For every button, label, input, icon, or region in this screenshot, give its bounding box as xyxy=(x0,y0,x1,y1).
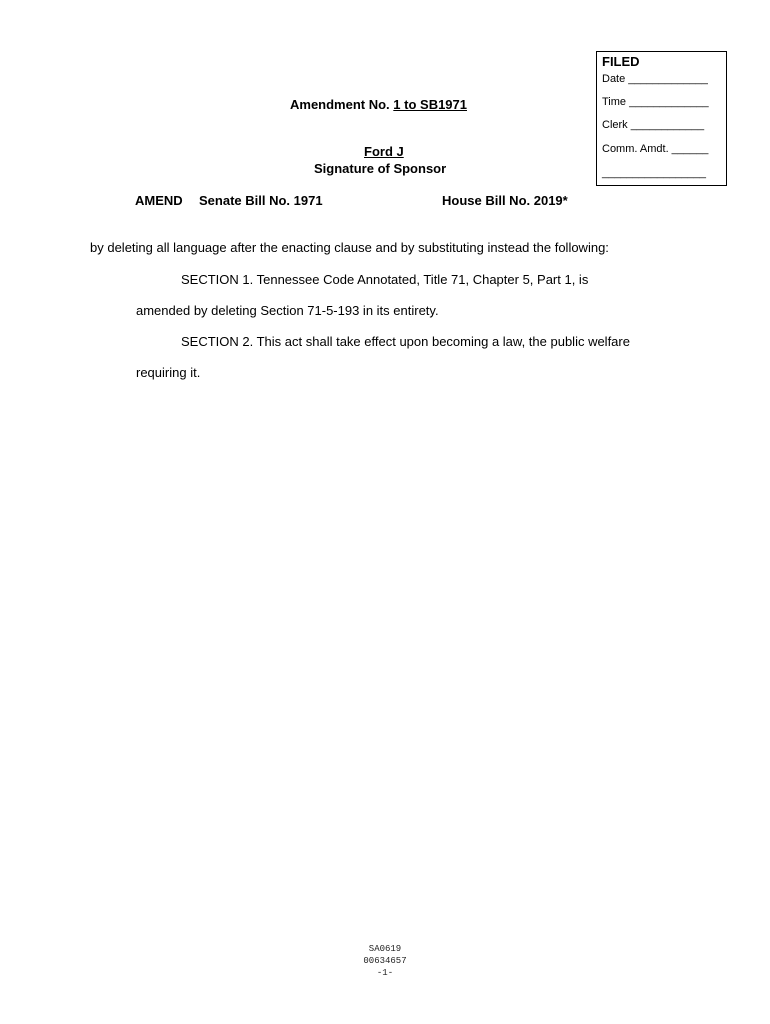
filed-date-line: Date _____________ xyxy=(602,73,708,85)
filed-title: FILED xyxy=(602,54,640,69)
house-bill-label: House Bill No. 2019* xyxy=(442,193,568,208)
amend-label: AMEND xyxy=(135,193,183,208)
footer-number: 00634657 xyxy=(363,956,407,966)
footer-page-number: -1- xyxy=(376,968,394,978)
section2-line1: SECTION 2. This act shall take effect upon becoming a law, the public welfare xyxy=(181,334,630,349)
page-footer xyxy=(0,943,770,979)
senate-bill-label: Senate Bill No. 1971 xyxy=(199,193,323,208)
amendment-prefix: Amendment No. xyxy=(290,97,394,112)
intro-paragraph: by deleting all language after the enacting clause and by substituting instead the following: xyxy=(90,240,609,255)
section1-line1: SECTION 1. Tennessee Code Annotated, Title 71, Chapter 5, Part 1, is xyxy=(181,272,589,287)
filed-box xyxy=(596,51,727,186)
sponsor-label: Signature of Sponsor xyxy=(314,161,447,176)
filed-clerk-line: Clerk ____________ xyxy=(602,119,705,131)
filed-blank-line: _________________ xyxy=(602,167,707,179)
section1-line2: amended by deleting Section 71-5-193 in its entirety. xyxy=(136,303,439,318)
footer-code: SA0619 xyxy=(368,944,402,954)
amendment-number: 1 to SB1971 xyxy=(393,97,467,112)
sponsor-name: Ford J xyxy=(364,144,404,159)
filed-time-line: Time _____________ xyxy=(602,96,709,108)
section2-line2: requiring it. xyxy=(136,365,201,380)
filed-comm-amdt-line: Comm. Amdt. ______ xyxy=(602,143,709,155)
